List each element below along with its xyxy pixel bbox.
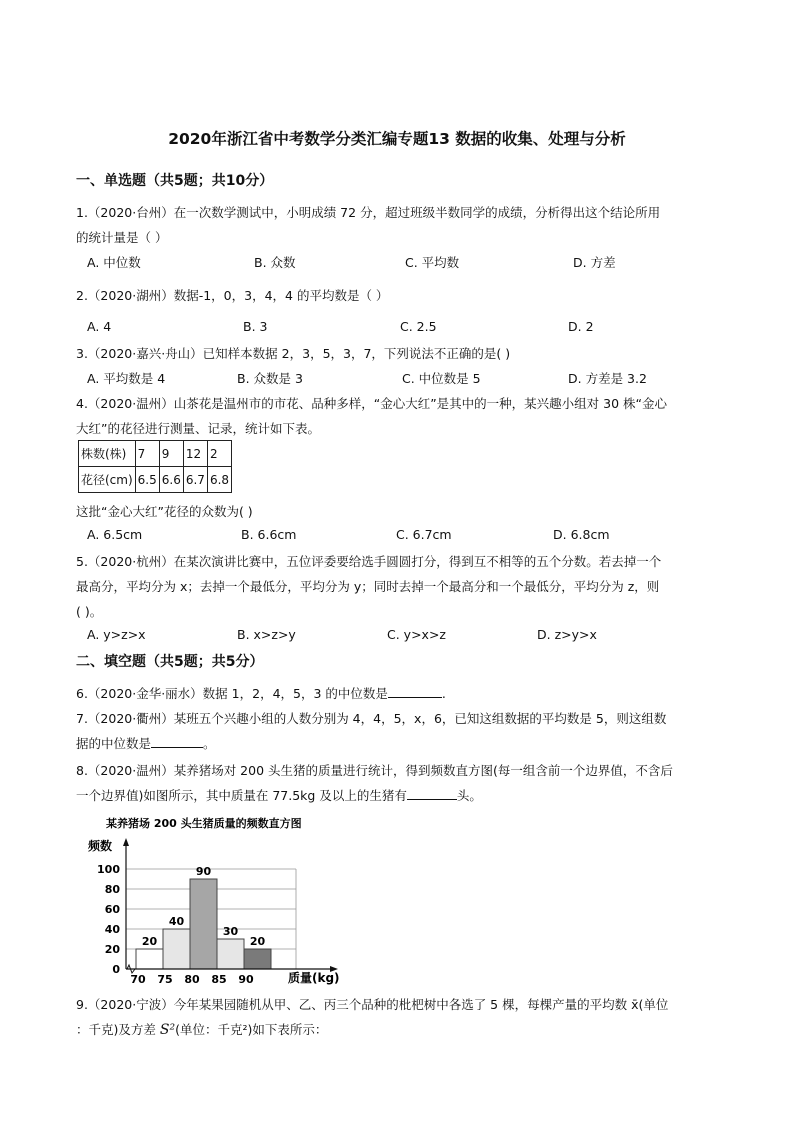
question-6-period: .	[441, 686, 446, 701]
section-heading-single-choice: 一、单选题（共5题；共10分）	[76, 173, 274, 189]
question-7-text-cont	[76, 734, 216, 752]
page-title: 2020年浙江省中考数学分类汇编专题13 数据的收集、处理与分析	[168, 130, 626, 148]
question-2-option-a[interactable]: A. 4	[87, 319, 112, 334]
question-1-text-cont: 的统计量是（ ）	[76, 230, 168, 245]
x-tick-label: 80	[184, 973, 200, 986]
question-5-text: 5.（2020·杭州）在某次演讲比赛中，五位评委要给选手圆圆打分，得到互不相等的五个分数。若去掉一个	[76, 554, 662, 569]
histogram-bar	[244, 949, 271, 969]
question-9-text: 9.（2020·宁波）今年某果园随机从甲、乙、丙三个品种的枇杷树中各选了 5 棵，每棵产量的平均数 x̄(单位	[76, 997, 669, 1012]
bar-data-label: 40	[168, 915, 185, 928]
question-6-prompt: 6.（2020·金华·丽水）数据 1，2，4，5，3 的中位数是	[76, 686, 388, 701]
question-3-option-d[interactable]: D. 方差是 3.2	[568, 371, 647, 386]
x-tick-label: 70	[130, 973, 146, 986]
question-5-option-b[interactable]: B. x>z>y	[237, 627, 296, 642]
question-1-option-b[interactable]: B. 众数	[254, 255, 296, 270]
x-tick-label: 75	[157, 973, 173, 986]
y-tick-label: 40	[104, 923, 120, 936]
question-4-option-a[interactable]: A. 6.5cm	[87, 527, 143, 542]
question-4-text: 4.（2020·温州）山茶花是温州市的市花、品种多样，“金心大红”是其中的一种，某兴趣小组对 30 株“金心	[76, 396, 667, 411]
question-8-prompt: 一个边界值)如图所示，其中质量在 77.5kg 及以上的生猪有	[76, 788, 407, 803]
question-7-answer-blank[interactable]	[151, 735, 203, 748]
section-heading-fill-blank: 二、填空题（共5题；共5分）	[76, 654, 264, 670]
question-2-option-d[interactable]: D. 2	[568, 319, 594, 334]
question-2-option-c[interactable]: C. 2.5	[400, 319, 437, 334]
table-cell: 6.6	[159, 467, 183, 493]
question-5-option-a[interactable]: A. y>z>x	[87, 627, 146, 642]
question-8-unit: 头。	[456, 788, 482, 803]
question-4-option-c[interactable]: C. 6.7cm	[396, 527, 452, 542]
histogram-bar	[163, 929, 190, 969]
question-5-text-cont: 最高分，平均分为 x；去掉一个最低分，平均分为 y；同时去掉一个最高分和一个最低分，平均分为 z，则	[76, 579, 660, 594]
frequency-histogram	[72, 810, 362, 990]
y-tick-label: 20	[104, 943, 120, 956]
question-8-text: 8.（2020·温州）某养猪场对 200 头生猪的质量进行统计，得到频数直方图(每一组含前一个边界值，不含后	[76, 763, 673, 778]
question-3-option-a[interactable]: A. 平均数是 4	[87, 371, 166, 386]
question-5-text-cont2: ( )。	[76, 604, 103, 619]
histogram-bar	[217, 939, 244, 969]
table-row	[79, 441, 232, 467]
table-cell: 株数(株)	[79, 441, 136, 467]
question-1-option-a[interactable]: A. 中位数	[87, 255, 141, 270]
question-1-text: 1.（2020·台州）在一次数学测试中，小明成绩 72 分，超过班级半数同学的成绩，分析得出这个结论所用	[76, 205, 661, 220]
variance-symbol: S²	[159, 1022, 176, 1038]
bar-data-label: 20	[249, 935, 266, 948]
question-2-text: 2.（2020·湖州）数据-1，0，3，4，4 的平均数是（ ）	[76, 288, 389, 303]
question-4-text-cont: 大红”的花径进行测量、记录，统计如下表。	[76, 421, 320, 436]
histogram-bar	[136, 949, 163, 969]
chart-x-axis-label: 质量(kg)	[288, 971, 340, 985]
y-axis-arrow	[123, 838, 129, 846]
question-9-prompt: ：千克)及方差	[76, 1022, 160, 1037]
question-9-text-cont	[76, 1020, 327, 1038]
question-4-option-b[interactable]: B. 6.6cm	[241, 527, 297, 542]
question-7-text: 7.（2020·衢州）某班五个兴趣小组的人数分别为 4，4，5，x，6，已知这组数据的平均数是 5，则这组数	[76, 711, 667, 726]
question-7-prompt: 据的中位数是	[76, 736, 152, 751]
question-1-option-c[interactable]: C. 平均数	[405, 255, 460, 270]
question-7-period: 。	[203, 736, 216, 751]
y-tick-label: 80	[104, 883, 120, 896]
table-cell: 花径(cm)	[79, 467, 136, 493]
question-3-text: 3.（2020·嘉兴·舟山）已知样本数据 2，3，5，3，7，下列说法不正确的是( )	[76, 346, 511, 361]
histogram-bar	[190, 879, 217, 969]
question-2-option-b[interactable]: B. 3	[243, 319, 268, 334]
question-3-option-b[interactable]: B. 众数是 3	[237, 371, 303, 386]
table-row	[79, 467, 232, 493]
question-1-option-d[interactable]: D. 方差	[573, 255, 616, 270]
question-8-text-cont	[76, 786, 482, 804]
table-cell: 9	[159, 441, 183, 467]
question-5-option-c[interactable]: C. y>x>z	[387, 627, 446, 642]
table-cell: 6.7	[183, 467, 207, 493]
question-4-text-cont2: 这批“金心大红”花径的众数为( )	[76, 504, 253, 519]
flower-diameter-table	[78, 440, 232, 493]
question-9-prompt-cont: (单位：千克²)如下表所示：	[175, 1022, 328, 1037]
x-tick-label: 90	[238, 973, 254, 986]
table-cell: 6.5	[135, 467, 159, 493]
question-6-text	[76, 684, 446, 702]
y-tick-label: 0	[112, 963, 120, 976]
table-cell: 6.8	[207, 467, 231, 493]
chart-y-axis-label: 频数	[88, 839, 113, 853]
table-cell: 2	[207, 441, 231, 467]
question-3-option-c[interactable]: C. 中位数是 5	[402, 371, 481, 386]
question-8-answer-blank[interactable]	[407, 787, 457, 800]
x-tick-label: 85	[211, 973, 227, 986]
bar-data-label: 20	[141, 935, 158, 948]
y-tick-label: 100	[97, 863, 120, 876]
bar-data-label: 30	[222, 925, 239, 938]
table-cell: 7	[135, 441, 159, 467]
y-tick-label: 60	[104, 903, 120, 916]
table-cell: 12	[183, 441, 207, 467]
question-5-option-d[interactable]: D. z>y>x	[537, 627, 597, 642]
chart-title: 某养猪场 200 头生猪质量的频数直方图	[106, 817, 302, 830]
question-6-answer-blank[interactable]	[388, 685, 442, 698]
question-4-option-d[interactable]: D. 6.8cm	[553, 527, 610, 542]
bar-data-label: 90	[195, 865, 212, 878]
